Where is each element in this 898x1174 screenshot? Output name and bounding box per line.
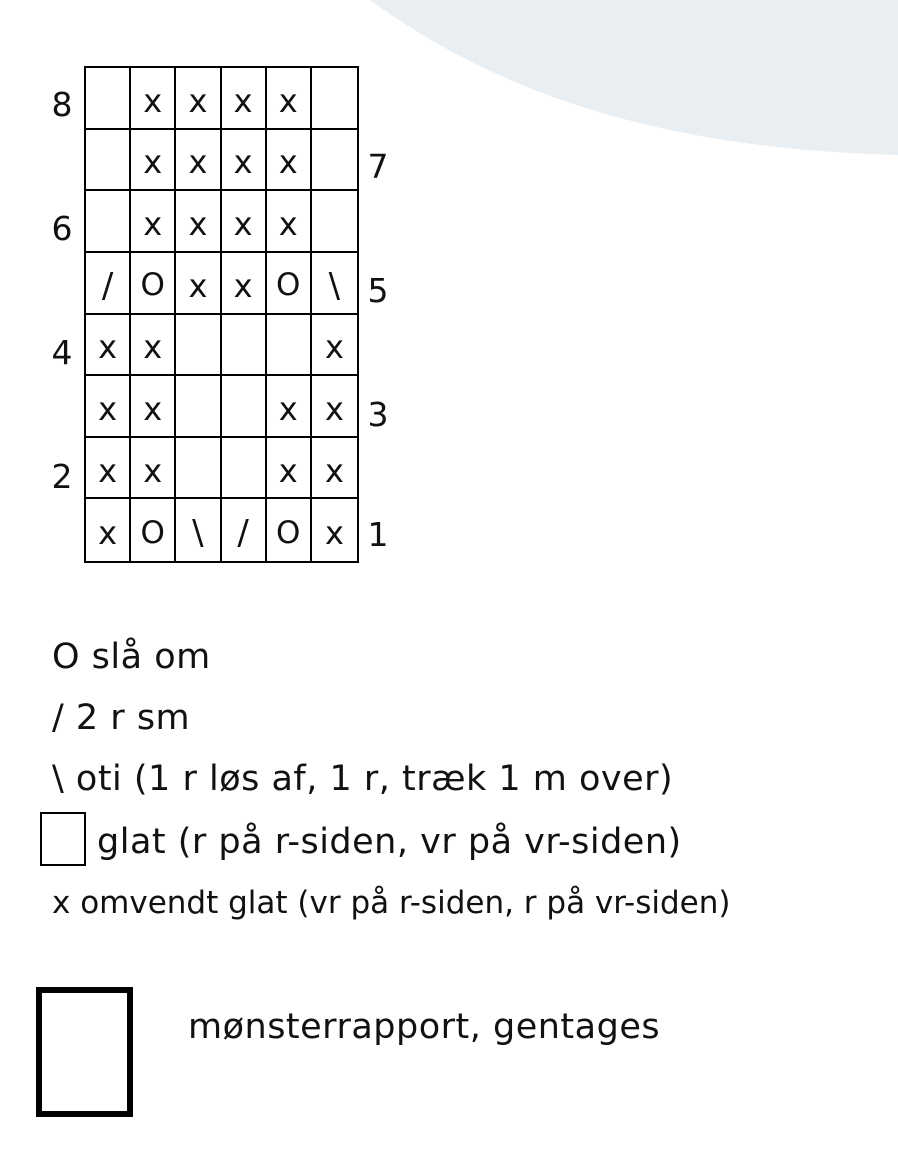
row-label-3: 3	[367, 395, 389, 434]
chart-cell: x	[222, 253, 267, 315]
row-label-7: 7	[367, 147, 389, 186]
row-label-5: 5	[367, 271, 389, 310]
chart-cell	[312, 191, 357, 253]
empty-square-symbol-icon	[40, 812, 86, 866]
chart-cell: x	[312, 315, 357, 377]
chart-cell: x	[86, 376, 131, 438]
chart-cell: x	[222, 191, 267, 253]
chart-cell: x	[267, 438, 312, 500]
chart-cell: x	[267, 191, 312, 253]
chart-cell: x	[324, 514, 344, 553]
repeat-box-symbol-icon	[36, 987, 133, 1117]
chart-cell: O	[267, 499, 312, 561]
chart-cell: O	[131, 499, 176, 561]
chart-cell: /	[86, 253, 131, 315]
chart-cell: x	[131, 315, 176, 377]
chart-cell: x	[176, 191, 221, 253]
chart-cell	[86, 68, 131, 130]
knitting-chart-grid	[84, 66, 359, 563]
row-label-4: 4	[51, 333, 73, 372]
chart-cell	[86, 130, 131, 192]
chart-cell: x	[176, 253, 221, 315]
chart-cell: x	[131, 68, 176, 130]
chart-cell: /	[222, 499, 267, 561]
chart-cell: x	[267, 376, 312, 438]
chart-cell	[222, 438, 267, 500]
chart-cell: x	[176, 68, 221, 130]
chart-cell: x	[131, 130, 176, 192]
chart-cell: x	[131, 438, 176, 500]
chart-cell: x	[312, 438, 357, 500]
chart-cell: x	[176, 130, 221, 192]
chart-cell: x	[86, 438, 131, 500]
chart-cell	[312, 130, 357, 192]
legend-yarn-over: O slå om	[52, 637, 211, 677]
row-label-1: 1	[367, 515, 389, 554]
chart-cell: x	[86, 499, 131, 561]
chart-cell: O	[267, 253, 312, 315]
legend-k2tog: / 2 r sm	[52, 698, 191, 738]
chart-cell	[176, 438, 221, 500]
chart-cell	[176, 376, 221, 438]
chart-cell: \	[312, 253, 357, 315]
chart-cell: x	[267, 68, 312, 130]
chart-cell: x	[267, 130, 312, 192]
legend-stockinette: glat (r på r-siden, vr på vr-siden)	[97, 822, 682, 862]
chart-cell: x	[222, 68, 267, 130]
row-label-2: 2	[51, 457, 73, 496]
chart-cell	[176, 315, 221, 377]
chart-cell: x	[86, 315, 131, 377]
chart-cell	[222, 376, 267, 438]
chart-cell	[86, 191, 131, 253]
chart-cell: \	[176, 499, 221, 561]
chart-cell: O	[131, 253, 176, 315]
legend-reverse-stockinette: x omvendt glat (vr på r-siden, r på vr-siden)	[52, 885, 731, 921]
legend-ssk: \ oti (1 r løs af, 1 r, træk 1 m over)	[52, 759, 674, 799]
chart-cell: x	[131, 191, 176, 253]
chart-cell	[267, 315, 312, 377]
row-label-8: 8	[51, 85, 73, 124]
chart-cell: x	[222, 130, 267, 192]
chart-cell: x	[131, 376, 176, 438]
chart-cell	[222, 315, 267, 377]
row-label-6: 6	[51, 209, 73, 248]
legend-repeat: mønsterrapport, gentages	[188, 1007, 661, 1047]
chart-cell: x	[312, 376, 357, 438]
chart-cell	[312, 68, 357, 130]
